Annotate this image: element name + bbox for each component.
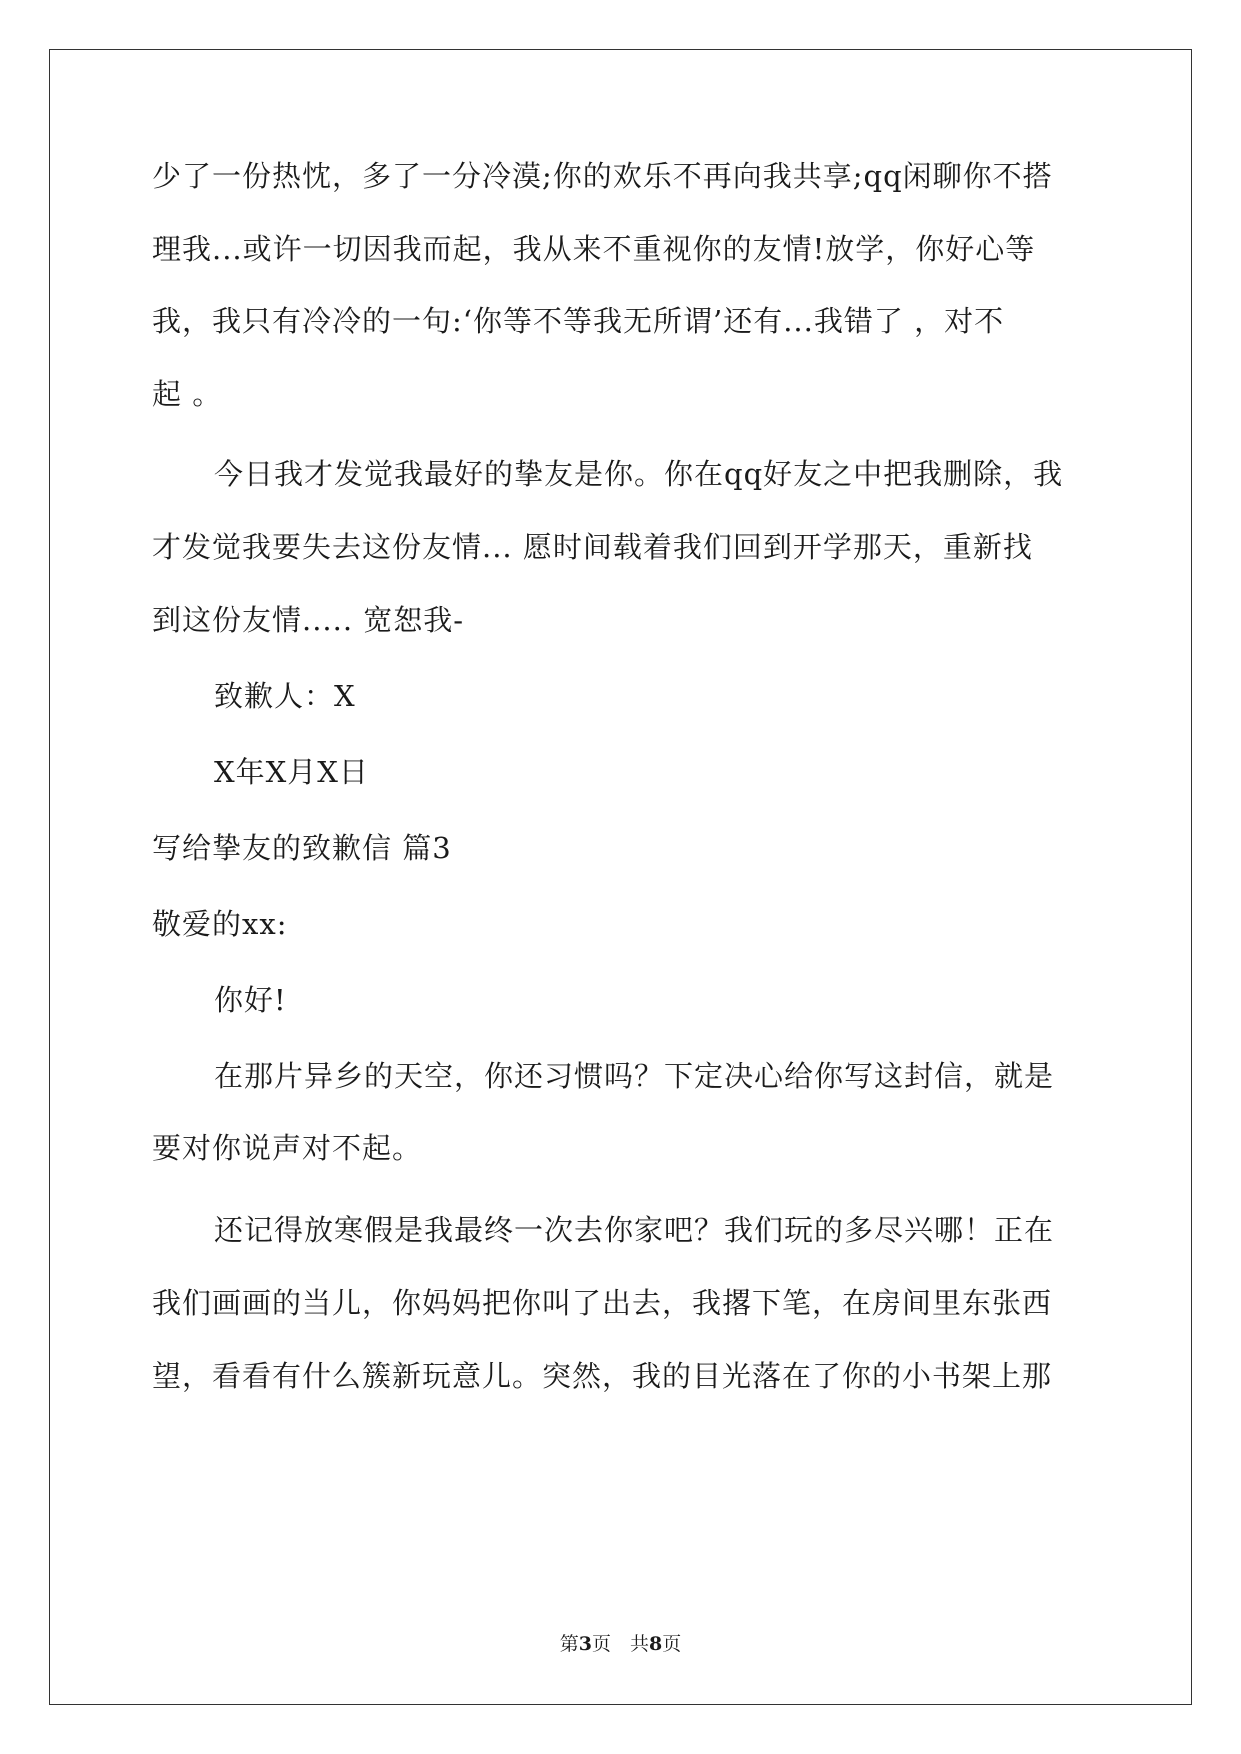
text-line: 少了一份热忱，多了一分冷漠;你的欢乐不再向我共享;qq闲聊你不搭 — [152, 159, 1053, 193]
footer-suffix: 页 — [662, 1633, 682, 1655]
text-line: 我们画画的当儿，你妈妈把你叫了出去，我撂下笔，在房间里东张西 — [152, 1286, 1053, 1320]
page-footer — [0, 1632, 1241, 1656]
page-border — [49, 49, 1192, 1705]
text-line: 到这份友情..... 宽恕我- — [152, 603, 465, 637]
text-line: 要对你说声对不起。 — [152, 1131, 423, 1165]
text-line: 起 。 — [152, 377, 223, 411]
paragraph-start: 在那片异乡的天空，你还习惯吗？下定决心给你写这封信，就是 — [214, 1059, 1055, 1093]
date-line: X年X月X日 — [214, 755, 369, 789]
footer-mid: 页 共 — [591, 1633, 649, 1655]
text-line: 才发觉我要失去这份友情... 愿时间载着我们回到开学那天，重新找 — [152, 530, 1033, 564]
section-heading: 写给挚友的致歉信 篇3 — [152, 831, 452, 865]
text-line: 我，我只有冷冷的一句:‘你等不等我无所谓’还有...我错了 ，对不 — [152, 304, 1005, 338]
paragraph-start: 今日我才发觉我最好的挚友是你。你在qq好友之中把我删除，我 — [214, 457, 1064, 491]
text-line: 望，看看有什么簇新玩意儿。突然，我的目光落在了你的小书架上那 — [152, 1359, 1053, 1393]
current-page-number: 3 — [578, 1633, 592, 1655]
footer-prefix: 第 — [559, 1633, 579, 1655]
salutation: 敬爱的xx: — [152, 907, 288, 941]
paragraph-start: 还记得放寒假是我最终一次去你家吧？我们玩的多尽兴哪！正在 — [214, 1213, 1055, 1247]
text-line: 理我...或许一切因我而起，我从来不重视你的友情!放学，你好心等 — [152, 232, 1036, 266]
signature-line: 致歉人：X — [214, 679, 356, 713]
greeting: 你好! — [214, 983, 287, 1017]
total-page-number: 8 — [649, 1633, 663, 1655]
